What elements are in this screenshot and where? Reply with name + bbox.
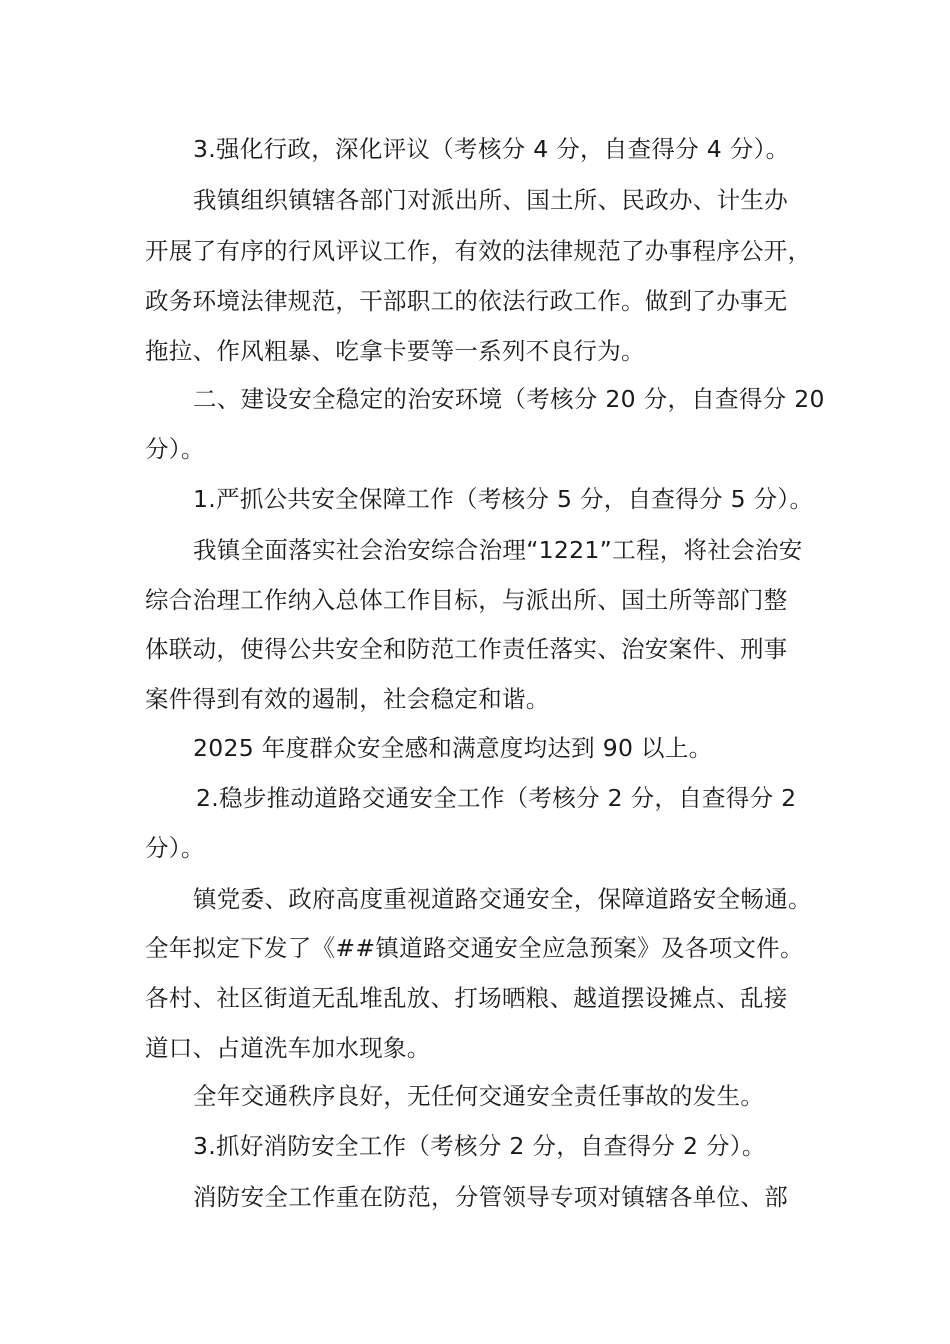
paragraph-line: 我镇组织镇辖各部门对派出所、国土所、民政办、计生办 [193,186,788,214]
paragraph-line: 综合治理工作纳入总体工作目标，与派出所、国土所等部门整 [145,586,788,614]
paragraph-line: 拖拉、作风粗暴、吃拿卡要等一系列不良行为。 [145,337,645,365]
paragraph-line: 道口、占道洗车加水现象。 [145,1034,431,1062]
paragraph-line: 各村、社区街道无乱堆乱放、打场晒粮、越道摆设摊点、乱接 [145,984,788,1012]
paragraph-line: 政务环境法律规范，干部职工的依法行政工作。做到了办事无 [145,287,788,315]
paragraph-line: 全年交通秩序良好，无任何交通安全责任事故的发生。 [193,1082,765,1110]
paragraph-line: 全年拟定下发了《##镇道路交通安全应急预案》及各项文件。 [145,934,804,962]
paragraph-line: 消防安全工作重在防范，分管领导专项对镇辖各单位、部 [193,1183,788,1211]
heading-2-road-traffic-cont: 分）。 [145,834,205,862]
section-heading-2: 二、建设安全稳定的治安环境（考核分 20 分，自查得分 20 [193,385,825,413]
heading-3-administration: 3.强化行政，深化评议（考核分 4 分，自查得分 4 分）。 [193,135,790,163]
section-heading-2-cont: 分）。 [145,435,205,463]
heading-2-road-traffic: 2.稳步推动道路交通安全工作（考核分 2 分，自查得分 2 [196,784,797,812]
paragraph-line: 体联动，使得公共安全和防范工作责任落实、治安案件、刑事 [145,635,788,663]
paragraph-line: 2025 年度群众安全感和满意度均达到 90 以上。 [193,734,713,762]
heading-1-public-safety: 1.严抓公共安全保障工作（考核分 5 分，自查得分 5 分）。 [193,485,814,513]
heading-3-fire-safety: 3.抓好消防安全工作（考核分 2 分，自查得分 2 分）。 [193,1132,766,1160]
paragraph-line: 案件得到有效的遏制，社会稳定和谐。 [145,685,550,713]
paragraph-line: 镇党委、政府高度重视道路交通安全，保障道路安全畅通。 [193,885,812,913]
paragraph-line: 我镇全面落实社会治安综合治理“1221”工程，将社会治安 [193,536,803,564]
paragraph-line: 开展了有序的行风评议工作，有效的法律规范了办事程序公开， [145,237,812,265]
